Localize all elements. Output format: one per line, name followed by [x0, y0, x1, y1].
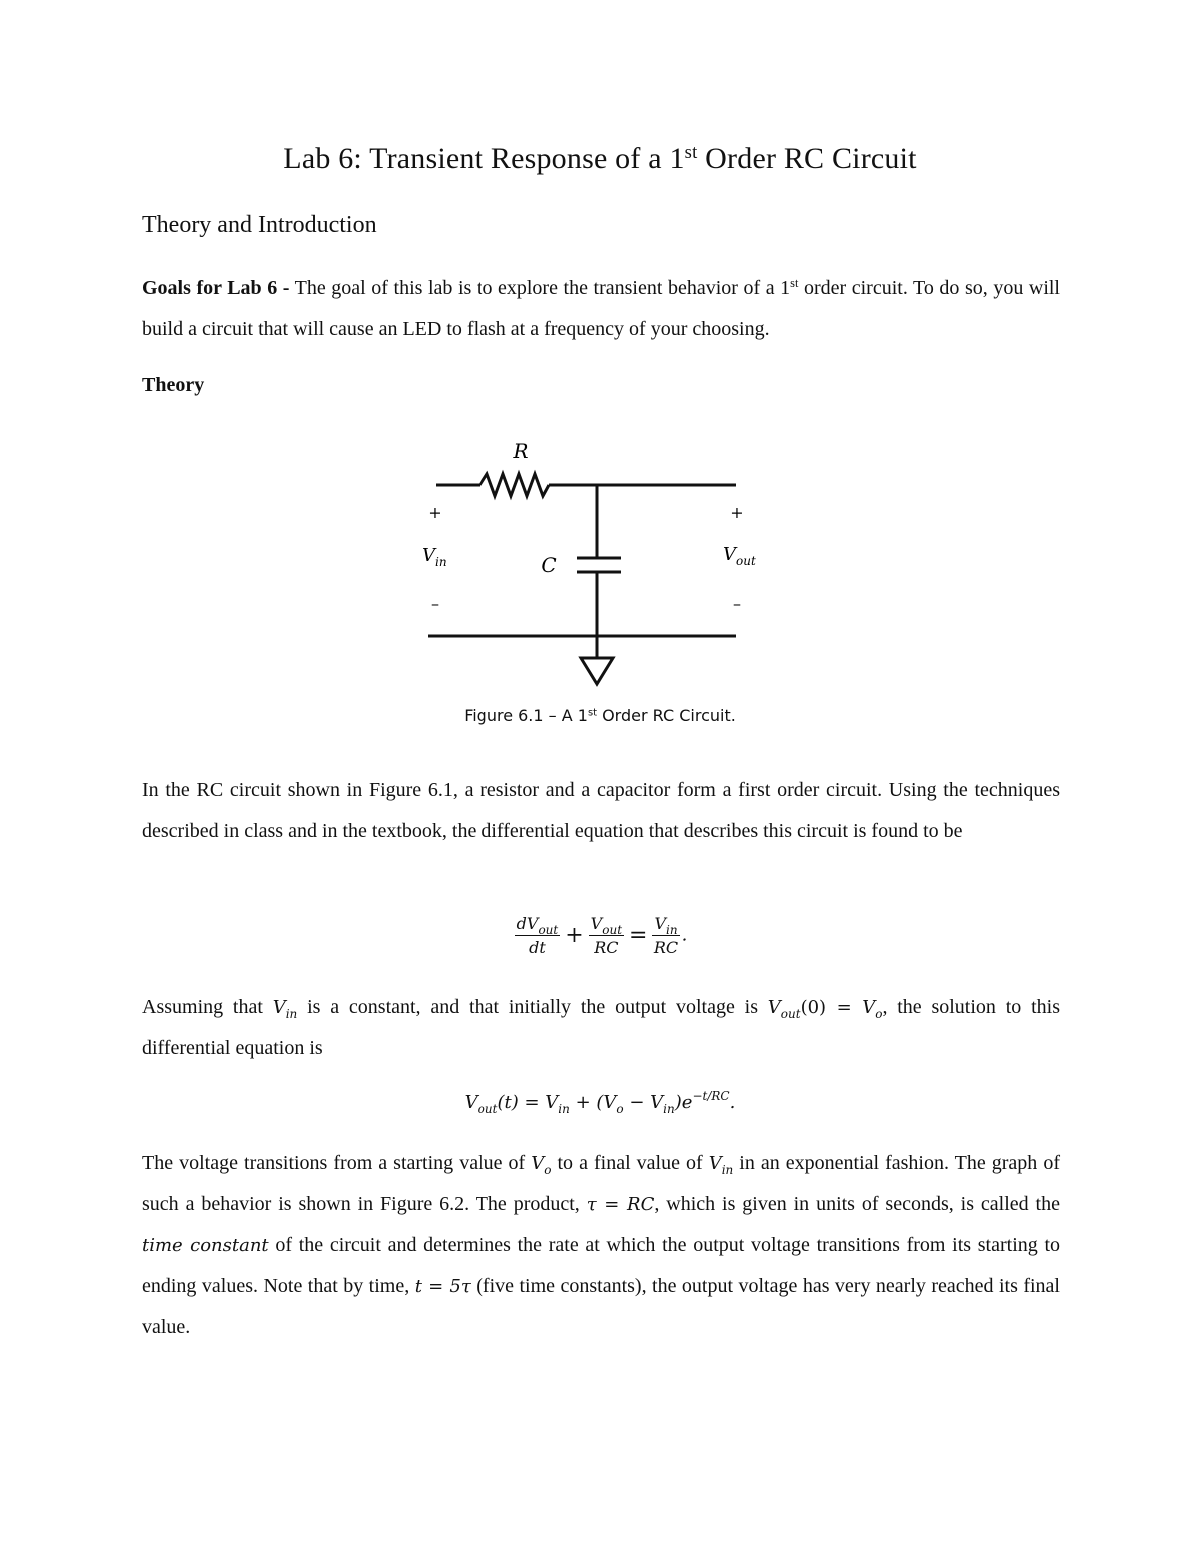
figure-caption: Figure 6.1 – A 1st Order RC Circuit. [464, 706, 736, 725]
vin-label: $V_{in}$ [422, 545, 447, 569]
differential-equation: $\frac{dV_{out}}{dt}$ + $\frac{V_{out}}{RC}$ = $\frac{V_{in}}{RC}$ . [516, 914, 688, 957]
vin-minus: – [431, 594, 439, 613]
paragraph-3: The voltage transitions from a starting value of $V_o$ to a final value of $V_{in}$ in an exponential fashion. The graph of such a behavior is shown in Figure 6.2. The product, τ = RC, which is given in units of seconds, is called the time constant of the circuit and determines the rate at which the output voltage transitions from its starting to ending values. Note that by time, t = 5τ (five time constants), the output voltage has very nearly reached its final value. [142, 1152, 1060, 1338]
resistor-label: R [513, 439, 529, 463]
page-title: Lab 6: Transient Response of a 1st Order RC Circuit [283, 141, 917, 175]
solution-equation: $V_{out}(t) = V_{in} + (V_o - V_{in})e^{-t/RC}$. [464, 1089, 736, 1116]
paragraph-1: In the RC circuit shown in Figure 6.1, a resistor and a capacitor form a first order circuit. Using the techniques described in class and in the textbook, the differential equation that describes this circuit is found to be [142, 779, 1060, 842]
vout-label: $V_{out}$ [723, 544, 756, 568]
vout-plus: + [730, 503, 744, 522]
capacitor-label: C [541, 553, 557, 577]
paragraph-2: Assuming that $V_{in}$ is a constant, and that initially the output voltage is $V_{out}(0) = V_o$, the solution to this differential equation is [142, 996, 1060, 1059]
section-heading: Theory and Introduction [142, 212, 377, 238]
vout-minus: – [733, 594, 741, 613]
goals-label: Goals for Lab 6 - [142, 277, 290, 299]
theory-heading: Theory [142, 374, 205, 396]
vin-plus: + [428, 503, 442, 522]
goals-paragraph: Goals for Lab 6 - The goal of this lab is to explore the transient behavior of a 1st order circuit. To do so, you will build a circuit that will cause an LED to flash at a frequency of your choosing. [142, 276, 1060, 340]
rc-circuit-diagram [0, 0, 1200, 700]
